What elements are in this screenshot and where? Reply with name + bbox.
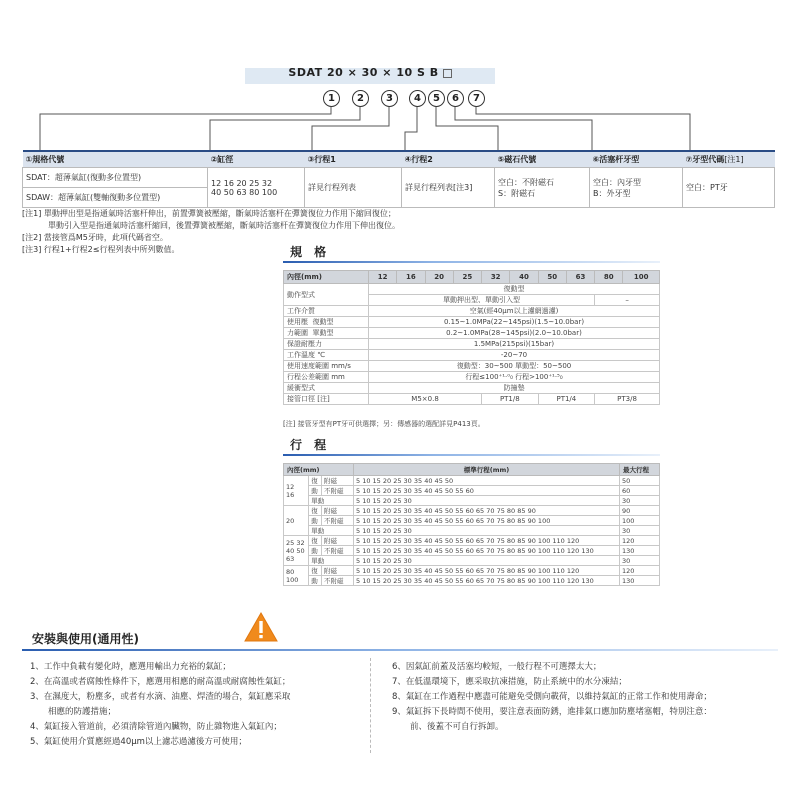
rod-outer: B：外牙型 <box>593 188 631 198</box>
order-code-text: SDAT 20 × 30 × 10 S B <box>288 66 439 79</box>
marker-3: 3 <box>381 90 398 107</box>
col-magnet: ⑤磁石代號 <box>495 151 590 168</box>
install-item-3: 3、在濕度大，粉塵多，或者有水滴、油塵、焊渣的場合，氣缸應采取 <box>30 692 291 702</box>
install-item-4: 4、氣缸接入管道前，必須清除管道內臟物，防止雜物進入氣缸內； <box>30 722 282 732</box>
spec-temp-value: -20~70 <box>369 350 660 361</box>
stroke-magnet-cell: 附磁 <box>321 536 353 546</box>
stroke-magnet-cell: 不附磁 <box>321 486 353 496</box>
install-title: 安裝與使用(通用性) <box>32 632 139 646</box>
spec-h-40: 40 <box>510 271 538 284</box>
marker-6: 6 <box>447 90 464 107</box>
stroke-max-cell: 130 <box>620 546 660 556</box>
install-item-2: 2、在高溫或者腐蝕性條件下，應選用相應的耐高溫或耐腐蝕性氣缸； <box>30 677 291 687</box>
spec-action-single: 單動押出型、單動引入型 <box>369 295 595 306</box>
install-item-5: 5、氣缸使用介質應經過40μm以上濾芯過濾後方可使用； <box>30 737 247 747</box>
stroke-type-cell: 復 <box>309 476 322 486</box>
marker-2: 2 <box>352 90 369 107</box>
stroke-magnet-cell: 不附磁 <box>321 516 353 526</box>
install-item-9b: 前、後蓋不可自行拆卸。 <box>410 722 504 732</box>
spec-h-12: 12 <box>369 271 397 284</box>
spec-speed-label: 使用速度範圍 mm/s <box>284 361 369 372</box>
table-row <box>284 526 660 536</box>
install-divider <box>370 658 371 753</box>
stroke-values-cell: 5 10 15 20 25 30 35 40 45 50 55 60 65 70 75 80 85 90 100 <box>354 516 620 526</box>
install-item-1: 1、工作中負載有變化時，應選用輸出力充裕的氣缸； <box>30 662 231 672</box>
magnet-none: 空白：不附磁石 <box>498 177 554 187</box>
stroke2-cell: 詳見行程列表[注3] <box>402 168 495 208</box>
bore-row-1: 12 16 20 25 32 <box>211 178 273 188</box>
stroke-values-cell: 5 10 15 20 25 30 <box>354 556 620 566</box>
install-item-8: 8、氣缸在工作過程中應盡可能避免受側向載荷，以維持氣缸的正常工作和使用壽命； <box>392 692 712 702</box>
stroke-bore-cell: 12 16 <box>284 476 309 506</box>
stroke-magnet-cell: 附磁 <box>321 476 353 486</box>
stroke-max-cell: 30 <box>620 496 660 506</box>
stroke-max-cell: 30 <box>620 556 660 566</box>
stroke-values-cell: 5 10 15 20 25 30 35 40 45 50 55 60 <box>354 486 620 496</box>
stroke-max-cell: 90 <box>620 506 660 516</box>
spec-title: 規 格 <box>290 245 331 259</box>
spec-h-bore: 內徑(mm) <box>284 271 369 284</box>
install-item-7: 7、在低溫環境下，應采取抗凍措施，防止系統中的水分凍結； <box>392 677 627 687</box>
options-table <box>22 150 775 208</box>
spec-medium-label: 工作介質 <box>284 306 369 317</box>
spec-action-label: 動作型式 <box>284 284 369 306</box>
install-header <box>22 628 778 652</box>
stroke-values-cell: 5 10 15 20 25 30 35 40 45 50 <box>354 476 620 486</box>
spec-h-80: 80 <box>595 271 623 284</box>
rod-inner: 空白：內牙型 <box>593 177 641 187</box>
spec-tol-label: 行程公差範圍 mm <box>284 372 369 383</box>
stroke-type-cell: 復 <box>309 536 322 546</box>
stroke-title-rule <box>283 454 660 456</box>
col-thread-note: [注1] <box>724 155 744 164</box>
stroke-max-cell: 50 <box>620 476 660 486</box>
spec-port-label: 接管口徑 [注] <box>284 394 369 405</box>
stroke-type-cell: 動 <box>309 576 322 586</box>
stroke-values-cell: 5 10 15 20 25 30 35 40 45 50 55 60 65 70 75 80 85 90 <box>354 506 620 516</box>
stroke-type-cell: 單動 <box>309 556 354 566</box>
spec-action-double: 復動型 <box>369 284 660 295</box>
spec-pressure-single-label: 力範圍 單動型 <box>284 328 369 339</box>
note-2: [注2] 當接管爲M5牙時，此項代碼省空。 <box>22 233 168 242</box>
stroke-max-cell: 120 <box>620 536 660 546</box>
notes <box>22 208 400 256</box>
install-right <box>392 660 787 735</box>
spec-medium-value: 空氣(經40μm以上濾網過濾) <box>369 306 660 317</box>
stroke-values-cell: 5 10 15 20 25 30 35 40 45 50 55 60 65 70 75 80 85 90 100 110 120 130 <box>354 546 620 556</box>
install-left <box>30 660 365 750</box>
stroke-bore-cell: 80 100 <box>284 566 309 586</box>
stroke-bore-cell: 20 <box>284 506 309 536</box>
spec-buffer-label: 緩衝型式 <box>284 383 369 394</box>
marker-4: 4 <box>409 90 426 107</box>
stroke-max-cell: 100 <box>620 516 660 526</box>
install-item-9: 9、氣缸拆下長時間不使用，要注意表面防銹，進排氣口應加防塵堵塞帽，特別注意： <box>392 707 712 717</box>
table-row <box>284 536 660 546</box>
spec-port-pt14: PT1/4 <box>538 394 595 405</box>
leader-lines <box>0 0 800 160</box>
stroke-table <box>283 463 660 586</box>
stroke-type-cell: 單動 <box>309 526 354 536</box>
magnet-with: S：附磁石 <box>498 188 536 198</box>
spec-pressure-double-value: 0.15~1.0MPa(22~145psi)(1.5~10.0bar) <box>369 317 660 328</box>
rod-cell <box>590 168 683 208</box>
stroke-h-bore: 內徑(mm) <box>284 464 354 476</box>
table-row <box>284 496 660 506</box>
table-row <box>284 476 660 486</box>
stroke-max-cell: 120 <box>620 566 660 576</box>
table-row <box>284 486 660 496</box>
spec-proof-value: 1.5MPa(215psi)(15bar) <box>369 339 660 350</box>
col-stroke1: ③行程1 <box>305 151 402 168</box>
spec-proof-label: 保證耐壓力 <box>284 339 369 350</box>
stroke-values-cell: 5 10 15 20 25 30 35 40 45 50 55 60 65 70 75 80 85 90 100 110 120 <box>354 536 620 546</box>
stroke-bore-cell: 25 32 40 50 63 <box>284 536 309 566</box>
stroke-values-cell: 5 10 15 20 25 30 35 40 45 50 55 60 65 70 75 80 85 90 100 110 120 130 <box>354 576 620 586</box>
marker-1: 1 <box>323 90 340 107</box>
table-row <box>284 556 660 566</box>
note-3: [注3] 行程1+行程2≤行程列表中所列數值。 <box>22 245 180 254</box>
spec-note: [注] 接管牙型有PT牙可供選擇；另：傳感器的選配詳見P413頁。 <box>283 420 485 428</box>
table-row <box>284 576 660 586</box>
magnet-cell <box>495 168 590 208</box>
stroke-values-cell: 5 10 15 20 25 30 <box>354 496 620 506</box>
install-item-6: 6、因氣缸前蓋及活塞均較短，一般行程不可選擇太大； <box>392 662 602 672</box>
stroke-type-cell: 復 <box>309 566 322 576</box>
stroke-type-cell: 動 <box>309 486 322 496</box>
col-thread: ⑦牙型代碼[注1] <box>683 151 775 168</box>
stroke-max-cell: 30 <box>620 526 660 536</box>
spec-pressure-double-label: 使用壓 復動型 <box>284 317 369 328</box>
col-rod: ⑥活塞杆牙型 <box>590 151 683 168</box>
stroke-magnet-cell: 附磁 <box>321 506 353 516</box>
stroke-values-cell: 5 10 15 20 25 30 35 40 45 50 55 60 65 70 75 80 85 90 100 110 120 <box>354 566 620 576</box>
spec-h-100: 100 <box>623 271 660 284</box>
spec-h-16: 16 <box>397 271 425 284</box>
col-spec-code: ①規格代號 <box>23 151 208 168</box>
stroke1-cell: 詳見行程列表 <box>305 168 402 208</box>
stroke-h-max: 最大行程 <box>620 464 660 476</box>
bore-row-2: 40 50 63 80 100 <box>211 187 278 197</box>
spec-buffer-value: 防撞墊 <box>369 383 660 394</box>
thread-cell: 空白：PT牙 <box>683 168 775 208</box>
stroke-title: 行 程 <box>290 438 331 452</box>
bore-cell <box>208 168 305 208</box>
spec-action-dash: – <box>595 295 660 306</box>
stroke-magnet-cell: 附磁 <box>321 566 353 576</box>
table-row <box>284 566 660 576</box>
marker-7: 7 <box>468 90 485 107</box>
spec-pressure-single-value: 0.2~1.0MPa(28~145psi)(2.0~10.0bar) <box>369 328 660 339</box>
note-1b: 單動引入型是指通氣時活塞杆縮回，後置彈簧被壓縮，斷氣時活塞杆在彈簧復位力作用下伸出復位。 <box>48 221 400 230</box>
spec-h-25: 25 <box>453 271 481 284</box>
stroke-type-cell: 動 <box>309 516 322 526</box>
col-bore: ②缸徑 <box>208 151 305 168</box>
table-row <box>284 546 660 556</box>
spec-port-m5: M5×0.8 <box>369 394 482 405</box>
spec-speed-value: 復動型：30~500 單動型：50~500 <box>369 361 660 372</box>
spec-h-63: 63 <box>566 271 594 284</box>
stroke-max-cell: 130 <box>620 576 660 586</box>
note-1: [注1] 單動押出型是指通氣時活塞杆伸出，前置彈簧被壓縮，斷氣時活塞杆在彈簧復位力作用下縮回復位； <box>22 209 396 218</box>
stroke-type-cell: 單動 <box>309 496 354 506</box>
install-rule <box>22 649 778 651</box>
warning-icon <box>244 612 278 642</box>
stroke-type-cell: 復 <box>309 506 322 516</box>
spec-row-sdat: SDAT：超薄氣缸(復動多位置型) <box>23 168 208 188</box>
spec-row-sdaw: SDAW：超薄氣缸(雙軸復動多位置型) <box>23 188 208 208</box>
spec-tol-value: 行程≤100⁺¹·⁰₀ 行程>100⁺¹·⁵₀ <box>369 372 660 383</box>
stroke-values-cell: 5 10 15 20 25 30 <box>354 526 620 536</box>
stroke-h-standard: 標準行程(mm) <box>354 464 620 476</box>
spec-table <box>283 270 660 405</box>
col-stroke2: ④行程2 <box>402 151 495 168</box>
spec-title-rule <box>283 261 660 263</box>
spec-h-50: 50 <box>538 271 566 284</box>
spec-h-32: 32 <box>482 271 510 284</box>
marker-5: 5 <box>428 90 445 107</box>
spec-port-pt18: PT1/8 <box>482 394 539 405</box>
stroke-magnet-cell: 不附磁 <box>321 546 353 556</box>
install-item-3b: 相應的防護措施； <box>48 707 117 717</box>
table-row <box>284 516 660 526</box>
table-row <box>284 506 660 516</box>
spec-temp-label: 工作溫度 ℃ <box>284 350 369 361</box>
spec-h-20: 20 <box>425 271 453 284</box>
spec-port-pt38: PT3/8 <box>595 394 660 405</box>
stroke-type-cell: 動 <box>309 546 322 556</box>
stroke-magnet-cell: 不附磁 <box>321 576 353 586</box>
stroke-max-cell: 60 <box>620 486 660 496</box>
